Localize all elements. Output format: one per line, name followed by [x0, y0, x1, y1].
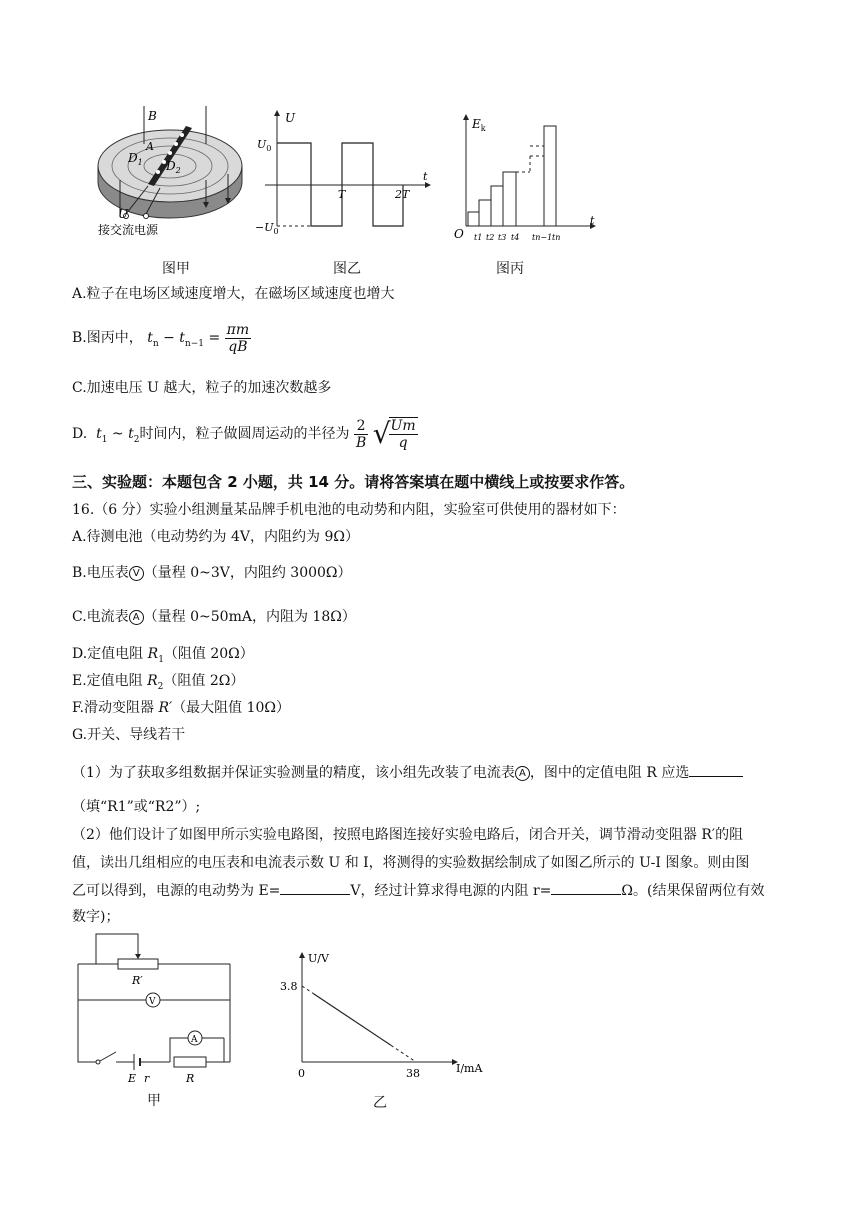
ui-origin: 0 — [298, 1067, 305, 1080]
section-3-heading: 三、实验题：本题包含 2 小题，共 14 分。请将答案填在题中横线上或按要求作答。 — [72, 473, 635, 491]
energy-tick-t4: t4 — [511, 233, 520, 242]
resistor-symbol — [174, 1057, 206, 1067]
q16-item-B: B.电压表 V （量程 0~3V，内阻约 3000Ω） — [72, 565, 352, 581]
q16-item-D: D.定值电阻 $R_1$（阻值 20Ω） — [72, 646, 254, 665]
svg-text:−U0: $-U_0$ — [255, 221, 279, 236]
cyclotron-label-U: U — [118, 207, 129, 221]
cyclotron-label-D2: D — [166, 159, 176, 173]
ui-x-value: 38 — [406, 1067, 420, 1080]
caption-fig-b: 图乙 — [333, 261, 361, 277]
caption-ui-graph: 乙 — [373, 1095, 387, 1111]
ui-line-solid — [313, 994, 391, 1046]
q16-item-A: A.待测电池（电动势约为 4V，内阻约为 9Ω） — [72, 529, 359, 545]
answer-blank-r[interactable] — [551, 880, 621, 895]
energy-tick-tn: tn — [552, 233, 561, 242]
q16-part2-line2: 值，读出几组相应的电压表和电流表示数 U 和 I，将测得的实验数据绘制成了如图乙所示的 U-I 图象。则由图 — [72, 855, 750, 871]
energy-tick-t1: t1 — [474, 233, 483, 242]
svg-text:U0: $U_0$ — [257, 138, 272, 153]
q16-item-F: F.滑动变阻器 R′（最大阻值 10Ω） — [72, 700, 291, 716]
ui-line-dash-end — [391, 1045, 416, 1062]
square-wave-figure — [255, 108, 435, 238]
energy-tick-t3: t3 — [498, 233, 507, 242]
circuit-label-r: r — [144, 1072, 150, 1085]
q16-item-C: C.电流表 A （量程 0~50mA，内阻为 18Ω） — [72, 609, 356, 625]
ammeter-icon: A — [515, 766, 530, 781]
cyclotron-figure — [88, 104, 253, 254]
q16-item-G: G.开关、导线若干 — [72, 727, 186, 743]
voltmeter-icon: V — [129, 566, 144, 581]
energy-tick-tn-1: tn−1 — [532, 233, 553, 242]
svg-text:V: V — [149, 997, 156, 1007]
square-wave-tick-2T: 2T — [395, 188, 410, 201]
energy-tick-t2: t2 — [486, 233, 495, 242]
q16-part2-line1: （2）他们设计了如图甲所示实验电路图，按照电路图连接好实验电路后，闭合开关，调节滑动变阻器 R′的阻 — [72, 827, 744, 843]
cyclotron-label-A: A — [146, 140, 154, 153]
svg-text:A: A — [191, 1035, 198, 1045]
circuit-diagram — [70, 928, 240, 1088]
energy-axis-Ek: E — [472, 117, 481, 131]
svg-text:Ek: $E_k$ — [472, 117, 486, 133]
square-wave-axis-t: t — [423, 170, 428, 183]
circuit-label-Rp: R′ — [132, 974, 143, 987]
caption-fig-a: 图甲 — [162, 261, 190, 277]
ui-axis-y-label: U/V — [308, 952, 329, 965]
q16-stem: 16.（6 分）实验小组测量某品牌手机电池的电动势和内阻，实验室可供使用的器材如下： — [72, 502, 626, 518]
q16-part1: （1）为了获取多组数据并保证实验测量的精度，该小组先改装了电流表 A ，图中的定值电阻 R 应选 — [72, 762, 743, 783]
q16-item-E: E.定值电阻 $R_2$（阻值 2Ω） — [72, 673, 245, 692]
square-wave-axis-U: U — [285, 111, 296, 125]
circuit-label-E: E — [128, 1072, 137, 1085]
option-C: C.加速电压 U 越大，粒子的加速次数越多 — [72, 380, 332, 396]
circuit-label-R: R — [186, 1072, 195, 1085]
energy-axis-t: t — [590, 214, 595, 227]
ammeter-icon: A — [129, 610, 144, 625]
option-D: D. $t_1$ ~ $t_2$时间内，粒子做圆周运动的半径为 $\frac{2}{B}$ √ $\frac{Um}{q}$ — [72, 417, 416, 451]
energy-origin-O: O — [454, 227, 464, 241]
rheostat-symbol — [118, 959, 158, 969]
square-wave-tick-T: T — [338, 188, 346, 201]
energy-steps-figure — [448, 112, 598, 252]
option-A: A.粒子在电场区域速度增大，在磁场区域速度也增大 — [72, 286, 395, 302]
ui-line-dash-start — [302, 986, 313, 994]
ui-graph — [278, 950, 488, 1080]
ui-y-value: 3.8 — [280, 980, 298, 993]
option-B: B.图丙中， $t_n - t_{n-1}$ = $\frac{\pi m}{qB}$ — [72, 321, 250, 355]
cyclotron-label-D1: D — [128, 151, 138, 165]
cyclotron-label-B: B — [148, 109, 157, 123]
q16-part1-line2: （填“R1”或“R2”）; — [72, 799, 201, 815]
caption-circuit: 甲 — [147, 1093, 161, 1109]
caption-fig-c: 图丙 — [496, 261, 524, 277]
cyclotron-power-label: 接交流电源 — [98, 223, 159, 237]
ui-axis-x-label: I/mA — [456, 1062, 483, 1075]
svg-text:D1: $D_1$ — [128, 151, 143, 167]
svg-text:D2: $D_2$ — [166, 159, 181, 175]
answer-blank-R[interactable] — [689, 762, 743, 777]
q16-part2-line3: 乙可以得到，电源的电动势为 E= V，经过计算求得电源的内阻 r= Ω。(结果保留两位有效 — [72, 880, 764, 901]
q16-part2-line4: 数字)； — [72, 909, 120, 925]
answer-blank-E[interactable] — [280, 880, 350, 895]
